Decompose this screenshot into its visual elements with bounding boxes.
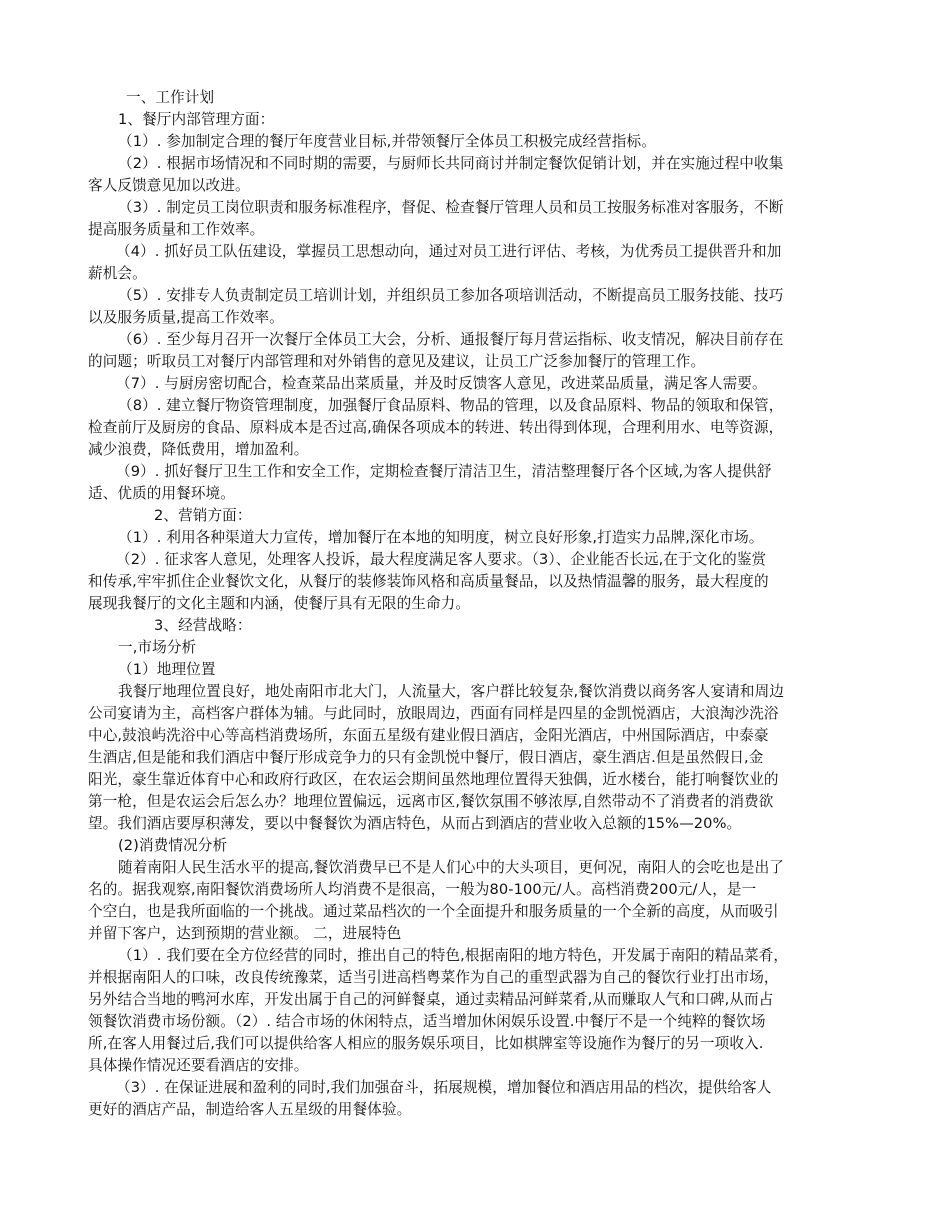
text-line: 提高服务质量和工作效率。 [88, 221, 265, 238]
text-line: (2)消费情况分析 [118, 837, 228, 854]
text-line: 随着南阳人民生活水平的提高,餐饮消费早已不是人们心中的大头项目，更何况，南阳人的会吃也是出了 [118, 859, 784, 876]
text-line: 减少浪费，降低费用，增加盈利。 [88, 441, 309, 458]
text-line: 所,在客人用餐过后,我们可以提供给客人相应的服务娱乐项目，比如棋牌室等设施作为餐厅的另一项收入. [88, 1035, 764, 1052]
text-line: （9）. 抓好餐厅卫生工作和安全工作，定期检查餐厅清洁卫生，清洁整理餐厅各个区域,为客人提供舒 [116, 463, 772, 480]
text-line: （4）. 抓好员工队伍建设，掌握员工思想动向，通过对员工进行评估、考核，为优秀员工提供晋升和加 [116, 243, 782, 260]
text-line: （7）. 与厨房密切配合，检查菜品出菜质量，并及时反馈客人意见，改进菜品质量，满足客人需要。 [116, 375, 767, 392]
text-line: 生酒店,但是能和我们酒店中餐厅形成竞争力的只有金凯悦中餐厅，假日酒店，豪生酒店.但是虽然假日,金 [88, 749, 764, 766]
text-line: 公司宴请为主，高档客户群体为辅。与此同时，放眼周边，西面有同样是四星的金凯悦酒店，大浪淘沙洗浴 [88, 705, 779, 722]
text-line: （6）. 至少每月召开一次餐厅全体员工大会，分析、通报餐厅每月营运指标、收支情况，解决目前存在 [118, 331, 784, 348]
text-line: 望。我们酒店要厚积薄发，要以中餐餐饮为酒店特色，从而占到酒店的营业收入总额的15%—20%。 [88, 815, 742, 832]
text-line: 另外结合当地的鸭河水库，开发出属于自己的河鲜餐桌，通过卖精品河鲜菜肴,从而赚取人气和口碑,从而占 [88, 991, 774, 1008]
text-line: 更好的酒店产品，制造给客人五星级的用餐体验。 [88, 1101, 412, 1118]
text-line: 我餐厅地理位置良好，地处南阳市北大门，人流量大，客户群比较复杂,餐饮消费以商务客人宴请和周边 [118, 683, 784, 700]
text-line: 2、营销方面： [154, 507, 252, 524]
text-line: 薪机会。 [88, 265, 147, 282]
text-line: 一,市场分析 [118, 639, 197, 656]
text-line: 3、经营战略： [154, 617, 252, 634]
text-line: 并留下客户，达到预期的营业额。 二，进展特色 [88, 925, 402, 942]
text-line: （2）. 征求客人意见，处理客人投诉，最大程度满足客人要求。（3）、企业能否长远,在于文化的鉴赏 [116, 551, 767, 568]
text-line: （3）. 在保证进展和盈利的同时,我们加强奋斗，拓展规模，增加餐位和酒店用品的档次，提供给客人 [116, 1079, 772, 1096]
text-line: 个空白，也是我所面临的一个挑战。通过菜品档次的一个全面提升和服务质量的一个全新的高度，从而吸引 [88, 903, 779, 920]
text-line: （8）. 建立餐厅物资管理制度，加强餐厅食品原料、物品的管理，以及食品原料、物品的领取和保管， [118, 397, 784, 414]
text-line: （1）. 我们要在全方位经营的同时，推出自己的特色,根据南阳的地方特色，开发属于南阳的精品菜肴， [118, 947, 789, 964]
text-line: （1）地理位置 [118, 661, 216, 678]
text-line: 名的。据我观察,南阳餐饮消费场所人均消费不是很高，一般为80-100元/人。高档消费200元/人，是一 [88, 881, 757, 898]
text-line: 客人反馈意见加以改进。 [88, 177, 250, 194]
text-line: （1）. 利用各种渠道大力宣传，增加餐厅在本地的知明度，树立良好形象,打造实力品牌,深化市场。 [118, 529, 764, 546]
text-line: （3）. 制定员工岗位职责和服务标准程序，督促、检查餐厅管理人员和员工按服务标准对客服务，不断 [118, 199, 784, 216]
text-line: 并根据南阳人的口味，改良传统豫菜，适当引进高档粤菜作为自己的重型武器为自己的餐饮行业打出市场， [88, 969, 779, 986]
text-line: 第一枪，但是农运会后怎么办？地理位置偏远，远离市区,餐饮氛围不够浓厚,自然带动不了消费者的消费欲 [88, 793, 774, 810]
text-line: （1）. 参加制定合理的餐厅年度营业目标,并带领餐厅全体员工积极完成经营指标。 [118, 133, 656, 150]
text-line: 以及服务质量,提高工作效率。 [88, 309, 284, 326]
text-line: 检查前厅及厨房的食品、原料成本是否过高,确保各项成本的转进、转出得到体现，合理利用水、电等资源， [88, 419, 784, 436]
document-body [88, 87, 864, 1121]
text-line: （5）. 安排专人负责制定员工培训计划，并组织员工参加各项培训活动，不断提高员工服务技能、技巧 [118, 287, 784, 304]
text-line: （2）. 根据市场情况和不同时期的需要，与厨师长共同商讨并制定餐饮促销计划，并在实施过程中收集 [118, 155, 784, 172]
text-line: 具体操作情况还要看酒店的安排。 [88, 1057, 309, 1074]
text-line: 展现我餐厅的文化主题和内涵，使餐厅具有无限的生命力。 [88, 595, 471, 612]
text-line: 领餐饮消费市场份额。（2）. 结合市场的休闲特点，适当增加休闲娱乐设置.中餐厅不是一个纯粹的餐饮场 [88, 1013, 766, 1030]
text-line: 适、优质的用餐环境。 [88, 485, 235, 502]
text-line: 阳光，豪生靠近体育中心和政府行政区，在农运会期间虽然地理位置得天独偶，近水楼台，能打响餐饮业的 [88, 771, 779, 788]
text-line: 和传承,牢牢抓住企业餐饮文化，从餐厅的装修装饰风格和高质量餐品，以及热情温馨的服务，最大程度的 [88, 573, 769, 590]
text-line: 一、工作计划 [126, 89, 215, 106]
text-line: 的问题；听取员工对餐厅内部管理和对外销售的意见及建议，让员工广泛参加餐厅的管理工作。 [88, 353, 706, 370]
text-line: 1、餐厅内部管理方面： [118, 111, 275, 128]
text-line: 中心,鼓浪屿洗浴中心等高档消费场所，东面五星级有建业假日酒店，金阳光酒店，中州国际酒店，中泰豪 [88, 727, 769, 744]
